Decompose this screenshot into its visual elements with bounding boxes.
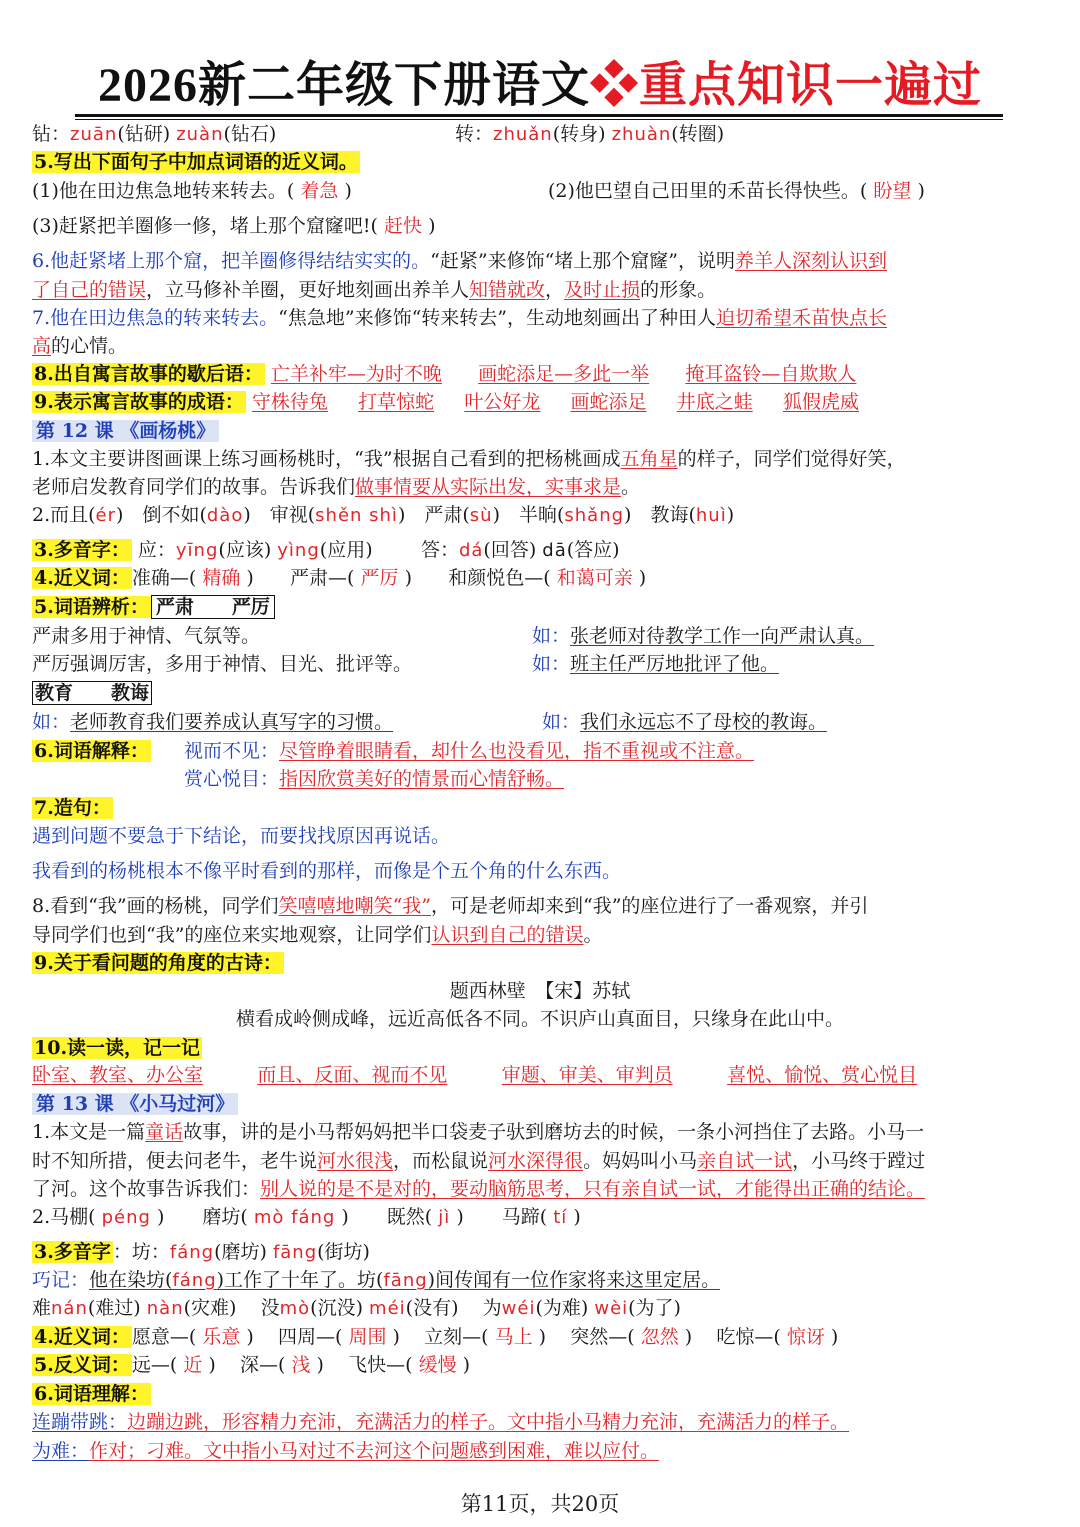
- answer: 周围: [348, 1326, 387, 1348]
- text: 我看到的杨桃根本不像平时看到的那样，而像是个五个角的什么东西。: [32, 860, 622, 882]
- question-line: [32, 212, 1050, 240]
- answer: 而且、反面、视而不见: [257, 1064, 448, 1086]
- text: 我们永远忘不了母校的教诲。: [580, 711, 828, 733]
- pinyin: wéi: [501, 1298, 536, 1319]
- text: ): [917, 180, 925, 202]
- text: ) 倒不如(: [116, 504, 207, 526]
- answer: 了自己的错误: [32, 279, 147, 301]
- text: 1.本文主要讲图画课上练习画杨桃时，“我”根据自己看到的把杨桃画成: [32, 448, 621, 470]
- section-heading: [32, 148, 1050, 176]
- pinyin: tí: [553, 1207, 568, 1228]
- text: 横看成岭侧成峰，远近高低各不同。不识庐山真面目，只缘身在此山中。: [235, 1008, 844, 1030]
- answer: 尽管睁着眼睛看，却什么也没看见，指不重视或不注意。: [279, 740, 755, 762]
- text: 老师启发教育同学们的故事。告诉我们: [32, 476, 356, 498]
- text: (为难): [535, 1297, 589, 1319]
- text: ): [684, 1326, 693, 1348]
- answer: 高: [32, 335, 52, 357]
- text: 了河。这个故事告诉我们：: [32, 1178, 261, 1200]
- answer: 做事情要从实际出发，实事求是: [355, 476, 622, 498]
- answer: 亲自试一试: [697, 1150, 793, 1172]
- pinyin: dào: [206, 505, 244, 526]
- heading-text: 6.词语解释：: [34, 740, 149, 762]
- text: ): [428, 215, 436, 237]
- text: ，可是老师却来到“我”的座位进行了一番观察，并引: [431, 895, 869, 917]
- text: 。妈妈叫小马: [583, 1150, 698, 1172]
- term: 连蹦带跳：: [32, 1411, 128, 1433]
- text: ：坊：: [112, 1241, 170, 1263]
- heading-text: 4.近义词：: [34, 567, 130, 589]
- text: 2.而且(: [32, 504, 96, 526]
- word-pair-box: 教育 教诲: [32, 681, 152, 705]
- text: 张老师对待教学工作一向严肃认真。: [570, 625, 875, 647]
- pinyin: zuān: [70, 124, 118, 145]
- pinyin: mò: [279, 1298, 311, 1319]
- section-heading: [32, 1034, 1050, 1062]
- title-accent: ❖重点知识一遍过: [590, 59, 983, 112]
- pinyin-line: [32, 501, 1050, 529]
- example-line: [532, 622, 874, 650]
- pinyin: wèi: [594, 1298, 629, 1319]
- pinyin: sù: [469, 505, 493, 526]
- text: 6.他赶紧堵上那个窟，把羊圈修得结结实实的。: [32, 250, 431, 272]
- text: (3)赶紧把羊圈修一修，堵上那个窟窿吧!(: [32, 215, 378, 237]
- pinyin: nán: [51, 1298, 88, 1319]
- paragraph-line: [32, 892, 1050, 920]
- idiom-line: [32, 388, 1050, 416]
- pinyin: yīng: [175, 540, 219, 561]
- term: 视而不见：: [184, 740, 280, 762]
- paragraph-line: [32, 332, 1050, 360]
- answer: 叶公好龙: [464, 391, 541, 413]
- lesson-title: 第 13 课 《小马过河》: [32, 1093, 238, 1115]
- text: ): [573, 1206, 581, 1228]
- text: 2.马棚(: [32, 1206, 96, 1228]
- pinyin: méi: [369, 1298, 406, 1319]
- pinyin: zhuǎn: [493, 124, 553, 145]
- text: (为了): [628, 1297, 681, 1319]
- heading-text: 5.反义词：: [34, 1354, 130, 1376]
- text: 1.本文是一篇: [32, 1121, 146, 1143]
- answer: 浅: [291, 1354, 311, 1376]
- section-heading: [32, 949, 1050, 977]
- text: 严厉强调厉害，多用于神情、目光、批评等。: [32, 653, 413, 675]
- answer: 缓慢: [418, 1354, 457, 1376]
- answer: 画蛇添足—多此一举: [478, 363, 650, 385]
- answer: 及时止损: [564, 279, 641, 301]
- answer: 近: [183, 1354, 203, 1376]
- question-line: [548, 177, 925, 205]
- text: (转圈): [671, 123, 725, 145]
- example-line: [532, 650, 779, 678]
- heading-text: 4.近义词：: [34, 1326, 130, 1348]
- pinyin: shěn shì: [315, 505, 398, 526]
- text: ) 审视(: [243, 504, 316, 526]
- answer: 知错就改: [469, 279, 546, 301]
- term: 为难：: [32, 1440, 90, 1462]
- term: 赏心悦目：: [184, 768, 280, 790]
- example-line: [542, 708, 827, 736]
- paragraph-line: [32, 247, 1050, 275]
- answer: 精确: [202, 567, 241, 589]
- text: “赶紧”来修饰“堵上那个窟窿”，说明: [430, 250, 735, 272]
- text: 为: [482, 1297, 502, 1319]
- text: 突然—(: [570, 1326, 635, 1348]
- text: ，而松鼠说: [393, 1150, 489, 1172]
- pinyin: shǎng: [564, 505, 625, 526]
- text: (难过): [87, 1297, 141, 1319]
- answer: 指因欣赏美好的情景而心情舒畅。: [279, 768, 565, 790]
- text: 的形象。: [640, 279, 717, 301]
- idiom-line: [32, 360, 1050, 388]
- text: 立刻—(: [424, 1326, 489, 1348]
- text: 故事，讲的是小马帮妈妈把半口袋麦子驮到磨坊去的时候，一条小河挡住了去路。小马一: [183, 1121, 925, 1143]
- section-heading: [32, 794, 1050, 822]
- synonym-line: [32, 1323, 1050, 1351]
- definition-line: [32, 1408, 1050, 1436]
- answer: 河水很浅: [317, 1150, 394, 1172]
- lesson-heading: [32, 1090, 1050, 1118]
- answer: 别人说的是不是对的，要动脑筋思考，只有亲自试一试，才能得出正确的结论。: [260, 1178, 926, 1200]
- text: 7.他在田边焦急的转来转去。: [32, 307, 279, 329]
- text: ) 马蹄(: [456, 1206, 548, 1228]
- text: 没: [260, 1297, 280, 1319]
- text: (应用): [319, 539, 373, 561]
- pinyin-line: [32, 1203, 1050, 1231]
- text: 准确—(: [131, 567, 197, 589]
- sentence-line: [32, 857, 1050, 885]
- answer: 严厉: [360, 567, 399, 589]
- pinyin: jì: [438, 1207, 451, 1228]
- sentence-line: [32, 822, 1050, 850]
- polyphone-line: [32, 536, 1050, 564]
- text: ): [404, 567, 412, 589]
- paragraph-line: [32, 1175, 1050, 1203]
- text: ) 既然(: [341, 1206, 433, 1228]
- text: )工作了十年了。坊(: [216, 1269, 384, 1291]
- text: ，立马修补羊圈，更好地刻画出养羊人: [146, 279, 470, 301]
- lesson-heading: [32, 417, 1050, 445]
- answer: 守株待兔: [251, 391, 328, 413]
- text: 严肃多用于神情、气氛等。: [32, 625, 261, 647]
- pinyin: péng: [101, 1207, 151, 1228]
- paragraph-line: [32, 1118, 1050, 1146]
- text: 和颜悦色—(: [448, 567, 551, 589]
- answer: 乐意: [202, 1326, 241, 1348]
- text: (沉没): [310, 1297, 363, 1319]
- text: 转：: [455, 123, 494, 145]
- text: 答：: [420, 539, 459, 561]
- text: 的心情。: [51, 335, 128, 357]
- pinyin: zuàn: [176, 124, 224, 145]
- term: 巧记：: [32, 1269, 90, 1291]
- example-line: [32, 708, 1050, 736]
- answer: 喜悦、愉悦、赏心悦目: [727, 1064, 918, 1086]
- text: 飞快—(: [348, 1354, 413, 1376]
- text: ): [208, 1354, 216, 1376]
- text: ): [246, 1326, 254, 1348]
- text: (灾难): [183, 1297, 237, 1319]
- text: 导同学们也到“我”的座位来实地观察，让同学们: [32, 924, 432, 946]
- heading-text: 7.造句：: [34, 797, 111, 819]
- pinyin: dá: [458, 540, 484, 561]
- text: 四周—(: [277, 1326, 343, 1348]
- text: (1)他在田边焦急地转来转去。(: [32, 180, 295, 202]
- pinyin: mò fáng: [253, 1207, 336, 1228]
- polyphone-line: [32, 1294, 1050, 1322]
- text: (回答): [483, 539, 537, 561]
- heading-text: 9.关于看问题的角度的古诗：: [34, 952, 282, 974]
- text: (街坊): [317, 1241, 370, 1263]
- answer: 井底之蛙: [676, 391, 753, 413]
- pinyin: fāng: [272, 1242, 318, 1263]
- text: 深—(: [239, 1354, 286, 1376]
- text: (磨坊): [214, 1241, 267, 1263]
- text: 时不知所措，便去问老牛，老牛说: [32, 1150, 318, 1172]
- answer: 打草惊蛇: [358, 391, 435, 413]
- text: 如：: [32, 711, 71, 733]
- text: 严肃—(: [290, 567, 355, 589]
- text: )间传闻有一位作家将来这里定居。: [427, 1269, 721, 1291]
- text: ): [638, 567, 647, 589]
- pinyin: nàn: [146, 1298, 184, 1319]
- answer: 审题、审美、审判员: [501, 1064, 673, 1086]
- text: (钻石): [223, 123, 277, 145]
- answer: 着急: [300, 180, 339, 202]
- section-heading: [32, 593, 1050, 621]
- pinyin: ér: [95, 505, 117, 526]
- text: 远—(: [131, 1354, 178, 1376]
- answer: 和蔼可亲: [556, 567, 633, 589]
- heading-text: 3.多音字: [34, 1241, 111, 1263]
- text: (没有): [405, 1297, 459, 1319]
- answer: 河水深得很: [488, 1150, 584, 1172]
- text: ) 严肃(: [397, 504, 470, 526]
- text: 的样子，同学们觉得好笑，: [677, 448, 906, 470]
- text: 如：: [532, 653, 571, 675]
- page-footer: 第11页，共20页: [460, 1492, 620, 1516]
- text: ): [246, 567, 254, 589]
- poem-body: [0, 1005, 1080, 1033]
- answer: 忽然: [640, 1326, 679, 1348]
- word-pair-box: 严肃 严厉: [151, 595, 275, 619]
- text: ): [726, 504, 735, 526]
- text: ): [462, 1354, 471, 1376]
- text: 他在染坊(: [89, 1269, 173, 1291]
- answer: 盼望: [873, 180, 912, 202]
- text: ): [392, 1326, 400, 1348]
- text: ，小马终于蹚过: [792, 1150, 926, 1172]
- text: ): [538, 1326, 547, 1348]
- word-pair-line: [32, 679, 1050, 707]
- text: (应该): [218, 539, 272, 561]
- pinyin: fāng: [383, 1270, 428, 1291]
- paragraph-line: [32, 445, 1050, 473]
- text: (答应): [566, 539, 620, 561]
- text: 班主任严厉地批评了他。: [570, 653, 780, 675]
- word-group-line: [32, 1061, 1050, 1089]
- text: ) 教诲(: [624, 504, 696, 526]
- answer: 认识到自己的错误: [431, 924, 584, 946]
- antonym-line: [32, 1351, 1050, 1379]
- answer: 惊讶: [786, 1326, 825, 1348]
- answer: 迫切希望禾苗快点长: [716, 307, 888, 329]
- heading-text: 6.词语理解：: [34, 1383, 149, 1405]
- definition-line: [184, 737, 754, 765]
- text: (2)他巴望自己田里的禾苗长得快些。(: [548, 180, 868, 202]
- text: 老师教育我们要养成认真写字的习惯。: [70, 711, 394, 733]
- text: 遇到问题不要急于下结论，而要找找原因再说话。: [32, 825, 451, 847]
- paragraph-line: [32, 921, 1050, 949]
- text: 难: [32, 1297, 52, 1319]
- polyphone-line: [32, 1238, 1050, 1266]
- pinyin: huì: [695, 505, 727, 526]
- paragraph-line: [32, 1147, 1050, 1175]
- text: 。: [583, 924, 603, 946]
- answer: 狐假虎威: [782, 391, 859, 413]
- text: 如：: [542, 711, 581, 733]
- answer: 边蹦边跳，形容精力充沛，充满活力的样子。文中指小马精力充沛，充满活力的样子。: [127, 1411, 850, 1433]
- pinyin: yìng: [277, 540, 320, 561]
- paragraph-line: [32, 304, 1050, 332]
- paragraph-line: 老师启发教育同学们的故事。告诉我们做事情要从实际出发，实事求是。: [32, 476, 641, 498]
- answer: 童话: [145, 1121, 184, 1143]
- heading-text: 5.写出下面句子中加点词语的近义词。: [34, 151, 358, 173]
- pinyin: zhuàn: [611, 124, 672, 145]
- heading-text: 9.表示寓言故事的成语：: [34, 391, 244, 413]
- text: (钻研): [117, 123, 171, 145]
- text: 愿意—(: [131, 1326, 197, 1348]
- heading-text: 5.词语辨析：: [34, 596, 149, 618]
- answer: 五角星: [620, 448, 678, 470]
- section-heading: [32, 1380, 1050, 1408]
- poem-title: [0, 977, 1080, 1005]
- pinyin: fáng: [172, 1270, 217, 1291]
- paragraph-line: [32, 276, 1050, 304]
- text: ): [344, 180, 352, 202]
- answer: 卧室、教室、办公室: [32, 1064, 204, 1086]
- definition-line: [184, 765, 564, 793]
- text: ，: [545, 279, 565, 301]
- answer: 画蛇添足: [570, 391, 647, 413]
- page-title: [0, 56, 1080, 116]
- answer: 马上: [494, 1326, 533, 1348]
- synonym-line: [32, 564, 1050, 592]
- text: ): [830, 1326, 839, 1348]
- mnemonic-line: [32, 1266, 1050, 1294]
- polyphone-line-2: [455, 120, 724, 148]
- title-main: 2026新二年级下册语文: [97, 59, 590, 112]
- text: “焦急地”来修饰“转来转去”，生动地刻画出了种田人: [278, 307, 716, 329]
- answer: 作对；刁难。文中指小马对过不去河这个问题感到困难，难以应付。: [89, 1440, 660, 1462]
- text: 8.看到“我”画的杨桃，同学们: [32, 895, 279, 917]
- pinyin: dā: [542, 540, 567, 561]
- text: 钻：: [32, 123, 71, 145]
- text: ) 半晌(: [492, 504, 565, 526]
- text: 题西林壁 【宋】苏轼: [449, 980, 631, 1002]
- definition-line: [32, 1437, 1050, 1465]
- answer: 笑嘻嘻地嘲笑“我”: [278, 895, 431, 917]
- text: 吃惊—(: [716, 1326, 781, 1348]
- text: ) 磨坊(: [156, 1206, 248, 1228]
- title-rule: [75, 114, 1003, 117]
- heading-text: 10.读一读，记一记: [34, 1037, 201, 1059]
- answer: 掩耳盗铃—自欺欺人: [685, 363, 857, 385]
- answer: 养羊人深刻认识到: [735, 250, 888, 272]
- text: ): [316, 1354, 324, 1376]
- text: 如：: [532, 625, 571, 647]
- lesson-title: 第 12 课 《画杨桃》: [32, 420, 219, 442]
- text: (转身): [552, 123, 606, 145]
- heading-text: 3.多音字：: [34, 539, 130, 561]
- text: 应：: [137, 539, 176, 561]
- answer: 亡羊补牢—为时不晚: [270, 363, 442, 385]
- heading-text: 8.出自寓言故事的歇后语：: [34, 363, 263, 385]
- answer: 赶快: [384, 215, 423, 237]
- pinyin: fáng: [169, 1242, 215, 1263]
